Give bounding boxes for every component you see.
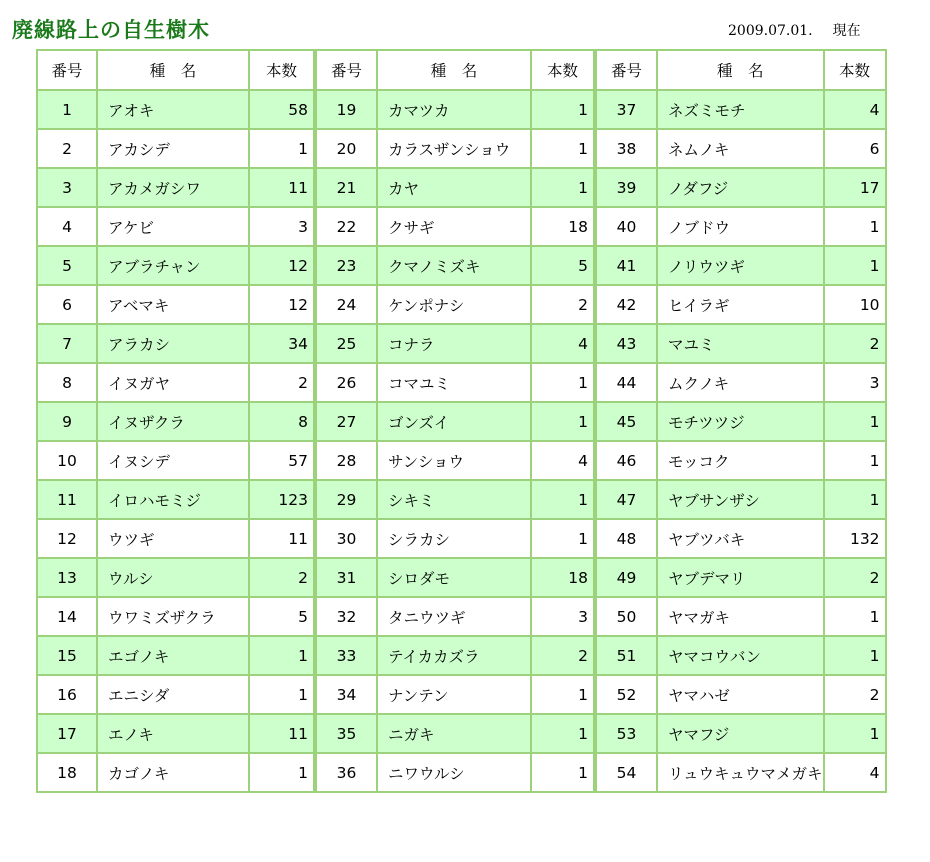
- tree-name: イヌシデ: [97, 441, 249, 480]
- tree-name: ヤブツバキ: [657, 519, 824, 558]
- tree-number: 12: [37, 519, 97, 558]
- table-row: [37, 636, 886, 675]
- table-row: [37, 207, 886, 246]
- tree-number: 1: [37, 90, 97, 129]
- tree-name: ノリウツギ: [657, 246, 824, 285]
- tree-number: 32: [315, 597, 377, 636]
- table-row: [37, 402, 886, 441]
- tree-count: 1: [531, 714, 595, 753]
- tree-name: クマノミズキ: [377, 246, 531, 285]
- tree-number: 20: [315, 129, 377, 168]
- page-title: 廃線路上の自生樹木: [12, 18, 210, 42]
- tree-count: 12: [249, 285, 315, 324]
- tree-number: 30: [315, 519, 377, 558]
- tree-name: ナンテン: [377, 675, 531, 714]
- header-name: 種 名: [657, 50, 824, 90]
- tree-number: 2: [37, 129, 97, 168]
- tree-number: 11: [37, 480, 97, 519]
- tree-name: ノダフジ: [657, 168, 824, 207]
- date-suffix: 現在: [832, 23, 861, 39]
- tree-name: ノブドウ: [657, 207, 824, 246]
- tree-number: 27: [315, 402, 377, 441]
- tree-count: 1: [824, 636, 886, 675]
- tree-number: 49: [595, 558, 657, 597]
- tree-number: 16: [37, 675, 97, 714]
- tree-count: 1: [531, 480, 595, 519]
- tree-name: アカシデ: [97, 129, 249, 168]
- table-row: [37, 753, 886, 792]
- tree-name: ニワウルシ: [377, 753, 531, 792]
- table-body: [37, 90, 886, 792]
- tree-name: ヤマフジ: [657, 714, 824, 753]
- tree-name: タニウツギ: [377, 597, 531, 636]
- tree-number: 35: [315, 714, 377, 753]
- tree-name: ネズミモチ: [657, 90, 824, 129]
- tree-number: 36: [315, 753, 377, 792]
- tree-count: 1: [824, 246, 886, 285]
- tree-name: アベマキ: [97, 285, 249, 324]
- tree-count: 1: [824, 480, 886, 519]
- tree-count: 17: [824, 168, 886, 207]
- tree-name: ネムノキ: [657, 129, 824, 168]
- tree-number: 44: [595, 363, 657, 402]
- tree-name: ウルシ: [97, 558, 249, 597]
- tree-count: 4: [531, 324, 595, 363]
- header-name: 種 名: [97, 50, 249, 90]
- tree-number: 51: [595, 636, 657, 675]
- tree-count: 2: [824, 324, 886, 363]
- header-no: 番号: [595, 50, 657, 90]
- tree-number: 48: [595, 519, 657, 558]
- tree-count: 2: [824, 558, 886, 597]
- table-row: [37, 675, 886, 714]
- tree-number: 45: [595, 402, 657, 441]
- tree-name: エノキ: [97, 714, 249, 753]
- tree-count: 3: [531, 597, 595, 636]
- tree-count: 12: [249, 246, 315, 285]
- table-row: [37, 480, 886, 519]
- tree-number: 52: [595, 675, 657, 714]
- tree-count: 4: [531, 441, 595, 480]
- tree-number: 6: [37, 285, 97, 324]
- tree-count: 1: [249, 753, 315, 792]
- tree-name: ニガキ: [377, 714, 531, 753]
- tree-number: 13: [37, 558, 97, 597]
- tree-number: 37: [595, 90, 657, 129]
- tree-name: シキミ: [377, 480, 531, 519]
- tree-name: ヒイラギ: [657, 285, 824, 324]
- tree-name: イヌガヤ: [97, 363, 249, 402]
- tree-number: 38: [595, 129, 657, 168]
- tree-name: イヌザクラ: [97, 402, 249, 441]
- tree-count: 1: [824, 402, 886, 441]
- tree-number: 40: [595, 207, 657, 246]
- header-count: 本数: [531, 50, 595, 90]
- table-row: [37, 558, 886, 597]
- header-name: 種 名: [377, 50, 531, 90]
- tree-count: 4: [824, 90, 886, 129]
- header-no: 番号: [37, 50, 97, 90]
- tree-name: アラカシ: [97, 324, 249, 363]
- tree-count: 123: [249, 480, 315, 519]
- table-row: [37, 129, 886, 168]
- tree-number: 23: [315, 246, 377, 285]
- tree-number: 24: [315, 285, 377, 324]
- tree-number: 7: [37, 324, 97, 363]
- tree-count: 34: [249, 324, 315, 363]
- tree-count: 1: [531, 753, 595, 792]
- tree-count: 132: [824, 519, 886, 558]
- tree-number: 54: [595, 753, 657, 792]
- tree-number: 39: [595, 168, 657, 207]
- tree-number: 22: [315, 207, 377, 246]
- table-row: [37, 714, 886, 753]
- tree-number: 25: [315, 324, 377, 363]
- tree-count: 1: [824, 597, 886, 636]
- tree-number: 19: [315, 90, 377, 129]
- tree-name: ヤマガキ: [657, 597, 824, 636]
- tree-count: 1: [531, 402, 595, 441]
- tree-name: コマユミ: [377, 363, 531, 402]
- table-row: [37, 168, 886, 207]
- tree-number: 43: [595, 324, 657, 363]
- date-value: 2009.07.01.: [728, 23, 813, 39]
- tree-count: 3: [249, 207, 315, 246]
- tree-count: 11: [249, 168, 315, 207]
- tree-count: 3: [824, 363, 886, 402]
- tree-count: 11: [249, 519, 315, 558]
- table-row: [37, 285, 886, 324]
- tree-number: 4: [37, 207, 97, 246]
- tree-count: 10: [824, 285, 886, 324]
- tree-count: 1: [249, 129, 315, 168]
- tree-count: 6: [824, 129, 886, 168]
- tree-name: エニシダ: [97, 675, 249, 714]
- header-count: 本数: [824, 50, 886, 90]
- survey-date: [728, 20, 861, 40]
- tree-number: 29: [315, 480, 377, 519]
- tree-name: エゴノキ: [97, 636, 249, 675]
- tree-count: 2: [531, 636, 595, 675]
- header-count: 本数: [249, 50, 315, 90]
- tree-name: テイカカズラ: [377, 636, 531, 675]
- tree-count: 57: [249, 441, 315, 480]
- tree-number: 53: [595, 714, 657, 753]
- tree-name: リュウキュウマメガキ: [657, 753, 824, 792]
- tree-name: マユミ: [657, 324, 824, 363]
- tree-name: カゴノキ: [97, 753, 249, 792]
- tree-count: 18: [531, 207, 595, 246]
- tree-count: 8: [249, 402, 315, 441]
- tree-name: カマツカ: [377, 90, 531, 129]
- tree-name: アケビ: [97, 207, 249, 246]
- tree-number: 34: [315, 675, 377, 714]
- tree-name: ムクノキ: [657, 363, 824, 402]
- tree-number: 5: [37, 246, 97, 285]
- table-row: [37, 519, 886, 558]
- tree-count: 1: [824, 441, 886, 480]
- tree-number: 26: [315, 363, 377, 402]
- tree-number: 50: [595, 597, 657, 636]
- tree-count: 11: [249, 714, 315, 753]
- tree-name: クサギ: [377, 207, 531, 246]
- tree-number: 46: [595, 441, 657, 480]
- tree-number: 3: [37, 168, 97, 207]
- tree-number: 15: [37, 636, 97, 675]
- tree-number: 14: [37, 597, 97, 636]
- table-row: [37, 90, 886, 129]
- tree-count: 1: [531, 168, 595, 207]
- table-row: [37, 324, 886, 363]
- tree-name: イロハモミジ: [97, 480, 249, 519]
- tree-number: 28: [315, 441, 377, 480]
- tree-name: ケンポナシ: [377, 285, 531, 324]
- tree-number: 17: [37, 714, 97, 753]
- tree-count: 2: [249, 558, 315, 597]
- tree-name: カヤ: [377, 168, 531, 207]
- table-row: [37, 441, 886, 480]
- tree-count: 1: [531, 675, 595, 714]
- tree-number: 31: [315, 558, 377, 597]
- tree-count: 1: [824, 207, 886, 246]
- tree-name: ウツギ: [97, 519, 249, 558]
- tree-name: ヤブデマリ: [657, 558, 824, 597]
- tree-name: ヤマハゼ: [657, 675, 824, 714]
- header-row: [37, 50, 886, 90]
- tree-count: 58: [249, 90, 315, 129]
- tree-name: コナラ: [377, 324, 531, 363]
- tree-count: 1: [531, 519, 595, 558]
- header-no: 番号: [315, 50, 377, 90]
- tree-name: サンショウ: [377, 441, 531, 480]
- tree-name: アオキ: [97, 90, 249, 129]
- tree-number: 8: [37, 363, 97, 402]
- tree-count: 1: [531, 90, 595, 129]
- tree-table: [36, 49, 887, 793]
- tree-count: 5: [249, 597, 315, 636]
- tree-name: シラカシ: [377, 519, 531, 558]
- tree-name: アブラチャン: [97, 246, 249, 285]
- tree-number: 42: [595, 285, 657, 324]
- tree-number: 47: [595, 480, 657, 519]
- table-row: [37, 246, 886, 285]
- tree-name: モチツツジ: [657, 402, 824, 441]
- tree-count: 2: [249, 363, 315, 402]
- tree-number: 18: [37, 753, 97, 792]
- tree-count: 4: [824, 753, 886, 792]
- tree-name: ウワミズザクラ: [97, 597, 249, 636]
- tree-count: 18: [531, 558, 595, 597]
- tree-name: ヤマコウバン: [657, 636, 824, 675]
- tree-count: 1: [531, 129, 595, 168]
- tree-name: ゴンズイ: [377, 402, 531, 441]
- tree-count: 2: [824, 675, 886, 714]
- tree-count: 5: [531, 246, 595, 285]
- tree-count: 1: [249, 675, 315, 714]
- tree-name: シロダモ: [377, 558, 531, 597]
- table-row: [37, 597, 886, 636]
- tree-number: 10: [37, 441, 97, 480]
- tree-name: モッコク: [657, 441, 824, 480]
- tree-name: カラスザンショウ: [377, 129, 531, 168]
- tree-number: 33: [315, 636, 377, 675]
- tree-count: 1: [824, 714, 886, 753]
- table-row: [37, 363, 886, 402]
- tree-count: 2: [531, 285, 595, 324]
- tree-number: 41: [595, 246, 657, 285]
- tree-number: 9: [37, 402, 97, 441]
- tree-count: 1: [249, 636, 315, 675]
- tree-name: アカメガシワ: [97, 168, 249, 207]
- tree-number: 21: [315, 168, 377, 207]
- tree-name: ヤブサンザシ: [657, 480, 824, 519]
- tree-count: 1: [531, 363, 595, 402]
